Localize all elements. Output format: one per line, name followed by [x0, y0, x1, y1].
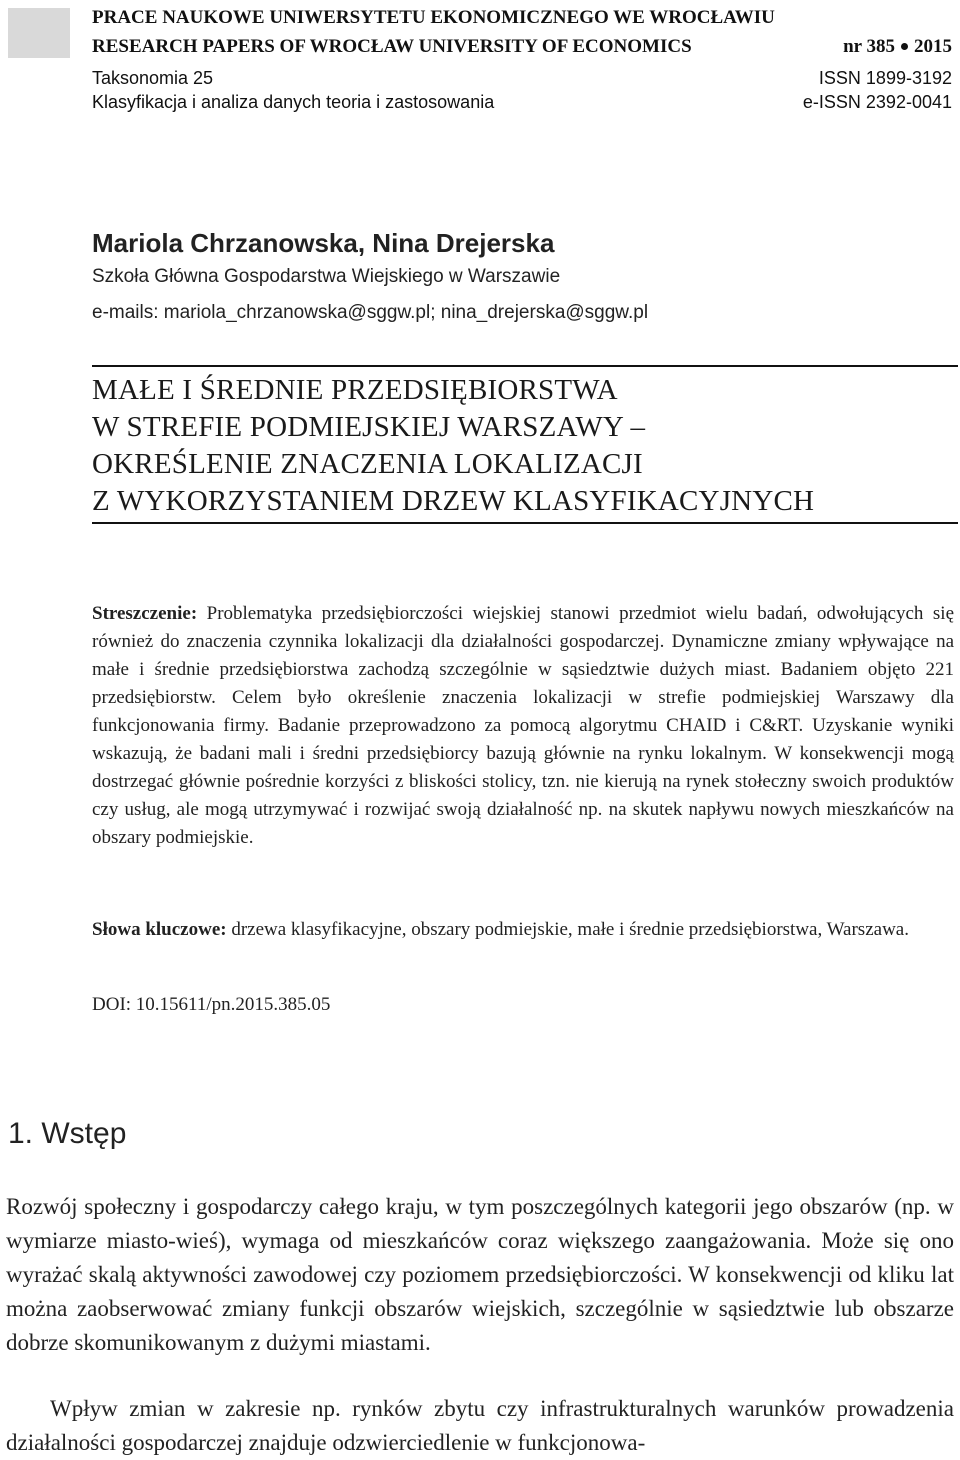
keywords-text: drzewa klasyfikacyjne, obszary podmiejskie, małe i średnie przedsiębiorstwa, Warszawa.: [226, 919, 909, 940]
abstract-text: Problematyka przedsiębiorczości wiejskiej stanowi przedmiot wielu badań, odwołujących się również do znaczenia czynnika lokalizacji dla działalności gospodarczej. Dynamiczne zmiany wpływające na małe i średnie przedsiębiorstwa zachodzą szczególnie w sąsiedztwie dużych miast. Badaniem objęto 221 przedsiębiorstw. Celem było określenie znaczenia lokalizacji w strefie podmiejskiej Warszawy dla funkcjonowania firmy. Badanie przeprowadzono za pomocą algorytmu CHAID i C&RT. Uzyskanie wyniki wskazują, że badani mali i średni przedsiębiorcy bazują głównie na rynku lokalnym. W konsekwencji mogą dostrzegać głównie pośrednie korzyści z bliskości stolicy, tzn. nie kierują na rynek stołeczny swoich produktów czy usług, ale mogą utrzymywać i rozwijać swoją działalność np. na skutek napływu nowych mieszkańców na obszary podmiejskie.: [92, 603, 954, 848]
journal-logo-placeholder: [8, 8, 70, 58]
abstract-label: Streszczenie:: [92, 603, 198, 624]
title-line-4: Z WYKORZYSTANIEM DRZEW KLASYFIKACYJNYCH: [92, 485, 815, 517]
author-names: Mariola Chrzanowska, Nina Drejerska: [92, 228, 555, 258]
subseries-name: Klasyfikacja i analiza danych teoria i zastosowania: [92, 92, 495, 112]
author-emails: e-mails: mariola_chrzanowska@sggw.pl; nina_drejerska@sggw.pl: [92, 302, 649, 323]
issue-info: [843, 35, 952, 59]
title-rule-top: [92, 365, 958, 367]
abstract: [92, 600, 954, 852]
body-paragraph-1: Rozwój społeczny i gospodarczy całego kraju, w tym poszczególnych kategorii jego obszarów (np. w wymiarze miasto-wieś), wymaga od mieszkańców coraz większego zaangażowania. Może się ono wyrażać skalą aktywności zawodowej czy poziomem przedsiębiorczości. W konsekwencji od kliku lat można zaobserwować zmiany funkcji obszarów wiejskich, szczególnie w sąsiedztwie lub obszarze dobrze skomunikowanym z dużymi miastami.: [6, 1194, 954, 1355]
journal-name-pl-text: PRACE NAUKOWE UNIWERSYTETU EKONOMICZNEGO WE WROCŁAWIU: [92, 7, 775, 28]
title-line-2: W STREFIE PODMIEJSKIEJ WARSZAWY –: [92, 411, 646, 443]
series-name: Taksonomia 25: [92, 68, 214, 88]
journal-name-en-text: RESEARCH PAPERS OF WROCŁAW UNIVERSITY OF ECONOMICS: [92, 36, 692, 57]
title-line-3: OKREŚLENIE ZNACZENIA LOKALIZACJI: [92, 448, 643, 480]
issue-year: 2015: [914, 36, 952, 57]
title-line-1: MAŁE I ŚREDNIE PRZEDSIĘBIORSTWA: [92, 374, 618, 406]
issn: ISSN 1899-3192: [818, 68, 952, 88]
author-affiliation: Szkoła Główna Gospodarstwa Wiejskiego w Warszawie: [92, 266, 561, 287]
doi: DOI: 10.15611/pn.2015.385.05: [92, 994, 331, 1015]
section-heading: 1. Wstęp: [8, 1117, 127, 1150]
issue-number: nr 385: [843, 36, 895, 57]
bullet-icon: [901, 43, 908, 50]
body-paragraph-2: Wpływ zmian w zakresie np. rynków zbytu czy infrastrukturalnych warunków prowadzenia działalności gospodarczej znajduje odzwierciedlenie w funkcjonowa-: [6, 1396, 954, 1455]
title-rule-bottom: [92, 522, 958, 524]
keywords: [92, 916, 954, 944]
eissn: e-ISSN 2392-0041: [802, 92, 952, 112]
paper-title: [92, 372, 814, 520]
keywords-label: Słowa kluczowe:: [92, 919, 227, 940]
